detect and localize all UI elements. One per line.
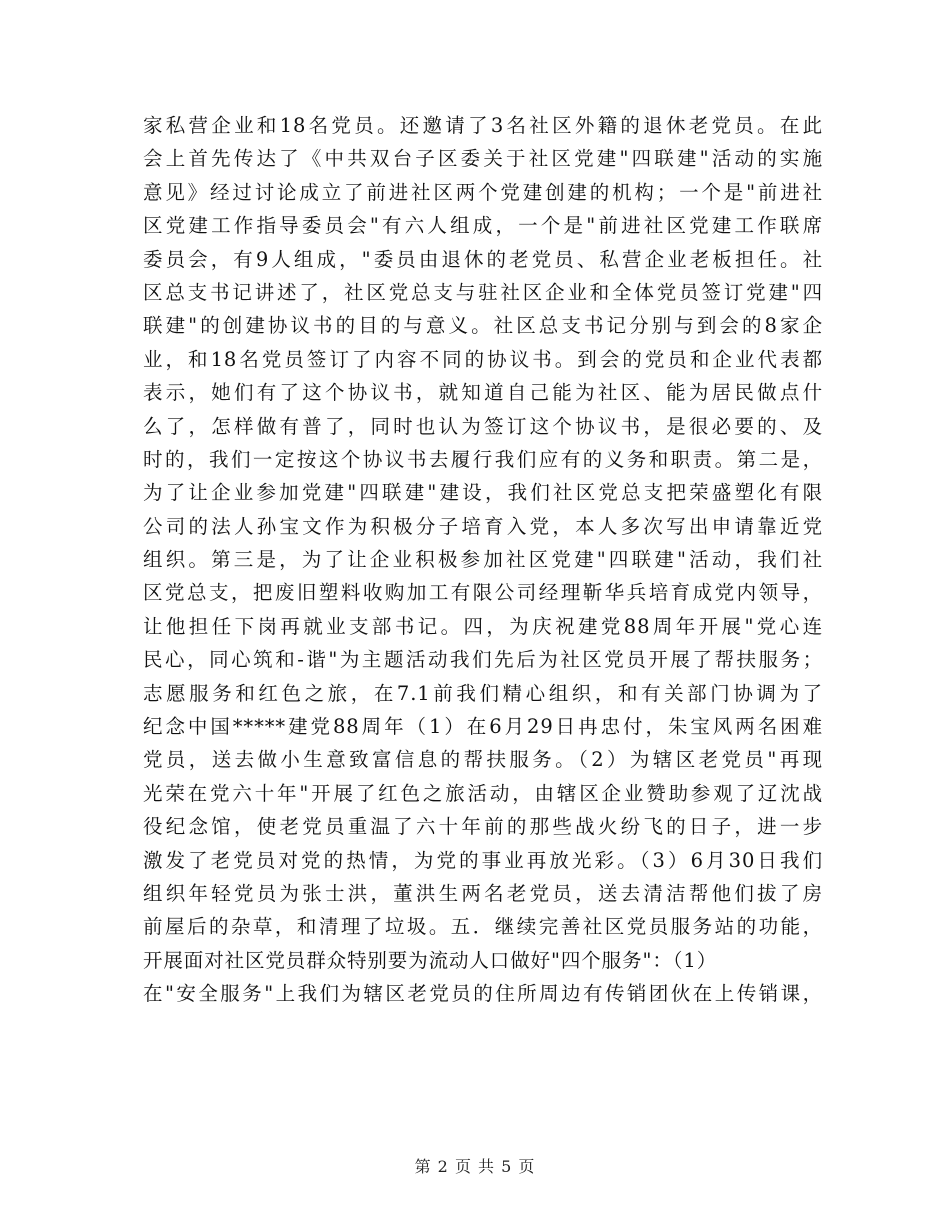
text-line: 组织。第三是，为了让企业积极参加社区党建"四联建"活动，我们社 bbox=[143, 548, 823, 572]
text-line: 党员，送去做小生意致富信息的帮扶服务。（2）为辖区老党员"再现 bbox=[143, 748, 823, 772]
text-line: 激发了老党员对党的热情，为党的事业再放光彩。（3）6月30日我们 bbox=[143, 848, 823, 872]
text-line: 光荣在党六十年"开展了红色之旅活动，由辖区企业赞助参观了辽沈战 bbox=[143, 781, 823, 805]
text-line: 意见》经过讨论成立了前进社区两个党建创建的机构；一个是"前进社 bbox=[143, 180, 823, 204]
text-line: 为了让企业参加党建"四联建"建设，我们社区党总支把荣盛塑化有限 bbox=[143, 481, 823, 505]
text-line: 公司的法人孙宝文作为积极分子培育入党，本人多次写出申请靠近党 bbox=[143, 514, 823, 538]
text-line: 联建"的创建协议书的目的与意义。社区总支书记分别与到会的8家企 bbox=[143, 314, 823, 338]
text-line: 委员会，有9人组成，"委员由退休的老党员、私营企业老板担任。社 bbox=[143, 247, 823, 271]
text-line: 家私营企业和18名党员。还邀请了3名社区外籍的退休老党员。在此 bbox=[143, 114, 823, 137]
text-line: 表示，她们有了这个协议书，就知道自己能为社区、能为居民做点什 bbox=[143, 381, 823, 405]
text-line: 纪念中国*****建党88周年（1）在6月29日冉忠付，朱宝风两名困难 bbox=[143, 715, 823, 739]
text-line: 民心，同心筑和-谐"为主题活动我们先后为社区党员开展了帮扶服务； bbox=[143, 648, 823, 672]
text-line: 志愿服务和红色之旅，在7.1前我们精心组织，和有关部门协调为了 bbox=[143, 681, 823, 705]
text-line: 开展面对社区党员群众特别要为流动人口做好"四个服务"：（1） bbox=[143, 948, 718, 972]
text-line: 让他担任下岗再就业支部书记。四，为庆祝建党88周年开展"党心连 bbox=[143, 614, 823, 638]
text-line: 组织年轻党员为张士洪，董洪生两名老党员，送去清洁帮他们拔了房 bbox=[143, 881, 823, 905]
text-line: 在"安全服务"上我们为辖区老党员的住所周边有传销团伙在上传销课， bbox=[143, 982, 823, 1006]
text-line: 么了，怎样做有普了，同时也认为签订这个协议书，是很必要的、及 bbox=[143, 414, 823, 438]
body-text bbox=[143, 109, 823, 1011]
text-line: 役纪念馆，使老党员重温了六十年前的那些战火纷飞的日子，进一步 bbox=[143, 815, 823, 839]
text-line: 前屋后的杂草，和清理了垃圾。五．继续完善社区党员服务站的功能， bbox=[143, 915, 823, 939]
page-number-footer: 第 2 页 共 5 页 bbox=[414, 1157, 536, 1176]
text-line: 区党总支，把废旧塑料收购加工有限公司经理靳华兵培育成党内领导， bbox=[143, 581, 823, 605]
text-line: 时的，我们一定按这个协议书去履行我们应有的义务和职责。第二是， bbox=[143, 447, 823, 471]
text-line: 业，和18名党员签订了内容不同的协议书。到会的党员和企业代表都 bbox=[143, 347, 823, 371]
text-line: 会上首先传达了《中共双台子区委关于社区党建"四联建"活动的实施 bbox=[143, 147, 823, 171]
text-line: 区总支书记讲述了，社区党总支与驻社区企业和全体党员签订党建"四 bbox=[143, 280, 823, 304]
text-line: 区党建工作指导委员会"有六人组成，一个是"前进社区党建工作联席 bbox=[143, 214, 823, 238]
